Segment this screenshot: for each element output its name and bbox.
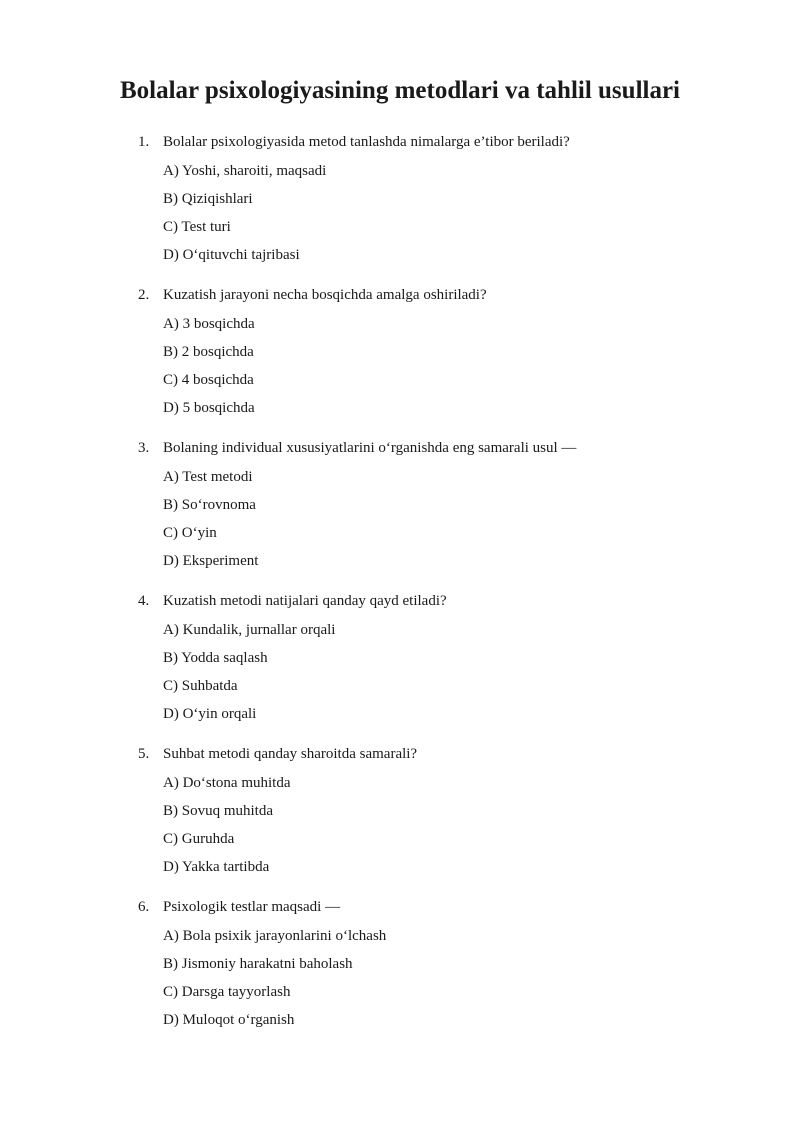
- answer-option-a: A) 3 bosqichda: [163, 316, 255, 332]
- question-number: 5.: [138, 746, 150, 762]
- question-text: Suhbat metodi qanday sharoitda samarali?: [163, 746, 418, 762]
- answer-options: [163, 157, 326, 269]
- answer-option-b: B) So‘rovnoma: [163, 497, 256, 513]
- answer-option-d: D) Muloqot o‘rganish: [163, 1012, 295, 1028]
- answer-option-a: A) Test metodi: [163, 469, 253, 485]
- answer-option-a: A) Yoshi, sharoiti, maqsadi: [163, 163, 327, 179]
- question-item: [0, 588, 800, 741]
- page-title: Bolalar psixologiyasining metodlari va tahlil usullari: [119, 77, 681, 104]
- answer-option-d: D) Eksperiment: [163, 553, 259, 569]
- question-item: [0, 894, 800, 1047]
- question-item: [0, 741, 800, 894]
- answer-option-c: C) 4 bosqichda: [163, 372, 254, 388]
- answer-options: [163, 463, 258, 575]
- question-item: [0, 129, 800, 282]
- answer-option-c: C) Guruhda: [163, 831, 235, 847]
- question-text: Kuzatish jarayoni necha bosqichda amalga oshiriladi?: [163, 287, 487, 303]
- answer-option-a: A) Do‘stona muhitda: [163, 775, 291, 791]
- question-number: 2.: [138, 287, 150, 303]
- answer-options: [163, 769, 290, 881]
- answer-option-b: B) 2 bosqichda: [163, 344, 254, 360]
- answer-option-b: B) Sovuq muhitda: [163, 803, 274, 819]
- question-item: [0, 435, 800, 588]
- answer-option-d: D) Yakka tartibda: [163, 859, 270, 875]
- question-item: [0, 282, 800, 435]
- answer-option-c: C) Darsga tayyorlash: [163, 984, 291, 1000]
- question-list: [0, 129, 800, 1047]
- answer-option-c: C) O‘yin: [163, 525, 217, 541]
- answer-option-a: A) Bola psixik jarayonlarini o‘lchash: [163, 928, 387, 944]
- answer-option-c: C) Suhbatda: [163, 678, 238, 694]
- question-text: Psixologik testlar maqsadi —: [163, 899, 341, 915]
- answer-option-b: B) Qiziqishlari: [163, 191, 253, 207]
- answer-option-b: B) Jismoniy harakatni baholash: [163, 956, 353, 972]
- answer-option-a: A) Kundalik, jurnallar orqali: [163, 622, 336, 638]
- question-text: Bolaning individual xususiyatlarini o‘rganishda eng samarali usul —: [163, 440, 577, 456]
- question-number: 1.: [138, 134, 150, 150]
- answer-options: [163, 310, 255, 422]
- answer-options: [163, 616, 335, 728]
- answer-option-b: B) Yodda saqlash: [163, 650, 268, 666]
- question-number: 4.: [138, 593, 150, 609]
- answer-options: [163, 922, 386, 1034]
- question-number: 3.: [138, 440, 150, 456]
- question-number: 6.: [138, 899, 150, 915]
- question-text: Bolalar psixologiyasida metod tanlashda nimalarga e’tibor beriladi?: [163, 134, 570, 150]
- answer-option-d: D) O‘qituvchi tajribasi: [163, 247, 300, 263]
- answer-option-d: D) 5 bosqichda: [163, 400, 255, 416]
- question-text: Kuzatish metodi natijalari qanday qayd etiladi?: [163, 593, 447, 609]
- answer-option-d: D) O‘yin orqali: [163, 706, 257, 722]
- answer-option-c: C) Test turi: [163, 219, 231, 235]
